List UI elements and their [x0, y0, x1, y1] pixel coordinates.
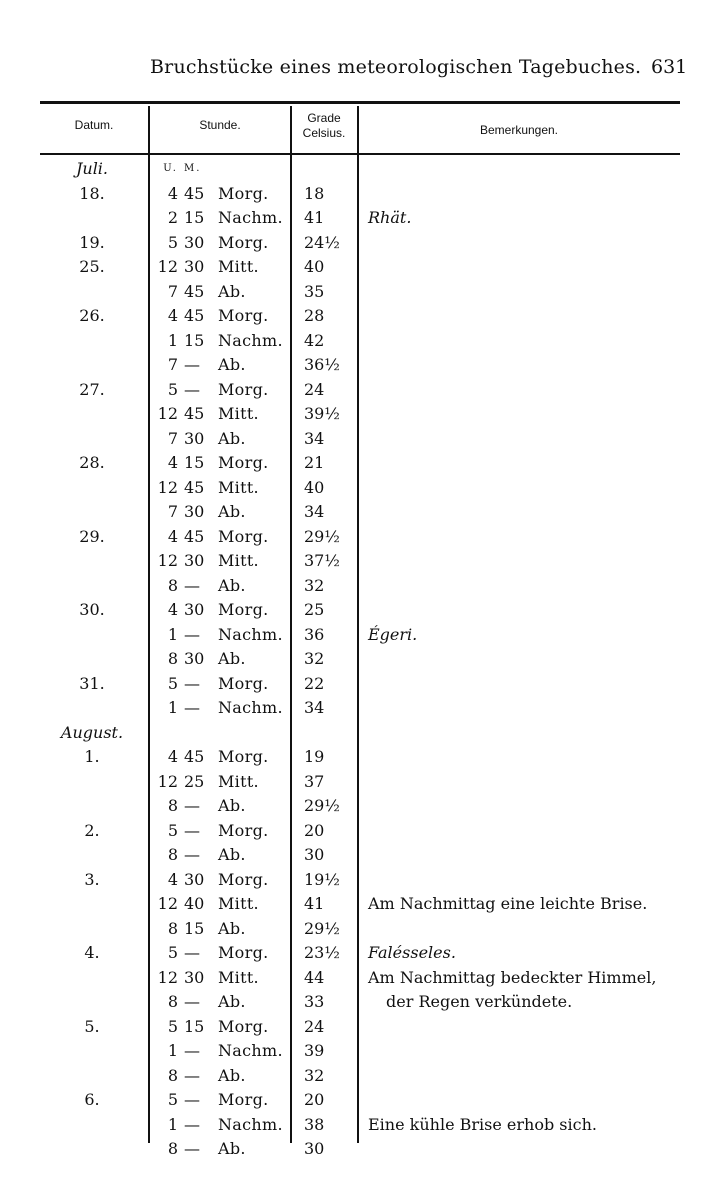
- table-row: [0, 672, 721, 697]
- minute-cell: 30: [184, 232, 205, 252]
- temperature-cell: 20: [304, 1090, 325, 1109]
- table-row: [0, 476, 721, 501]
- temperature-cell: 34: [304, 698, 325, 717]
- period-cell: Ab.: [218, 1065, 246, 1085]
- temperature-cell: 30: [304, 1139, 325, 1158]
- temperature-cell: 28: [304, 306, 325, 325]
- temperature-cell: 29½: [304, 918, 340, 938]
- temperature-cell: 25: [304, 600, 325, 619]
- column-header-degrees-line1: Grade: [307, 111, 341, 125]
- minute-cell: 30: [184, 967, 205, 987]
- minute-cell: —: [184, 845, 200, 864]
- period-cell: Morg.: [218, 232, 269, 252]
- temperature-cell: 36: [304, 624, 325, 644]
- table-row: [0, 574, 721, 599]
- table-row: [0, 794, 721, 819]
- temperature-cell: 21: [304, 453, 325, 472]
- page-header: [0, 52, 721, 82]
- period-cell: Mitt.: [218, 967, 259, 987]
- table-row: [0, 868, 721, 893]
- hour-cell: 4: [167, 183, 178, 203]
- table-row: [0, 647, 721, 672]
- table-row: [0, 1039, 721, 1064]
- hour-cell: 1: [167, 1114, 178, 1134]
- table-row: [0, 1015, 721, 1040]
- period-cell: Morg.: [218, 600, 269, 619]
- temperature-cell: 41: [304, 208, 325, 227]
- period-cell: Ab.: [218, 502, 246, 521]
- hour-cell: 1: [167, 624, 178, 644]
- temperature-cell: 24: [304, 379, 325, 399]
- period-cell: Mitt.: [218, 771, 259, 791]
- period-cell: Mitt.: [218, 894, 259, 913]
- temperature-cell: 23½: [304, 943, 340, 962]
- table-row: [0, 770, 721, 795]
- period-cell: Ab.: [218, 428, 246, 448]
- minute-cell: —: [184, 698, 200, 717]
- minute-cell: 45: [184, 306, 205, 325]
- period-cell: Ab.: [218, 992, 246, 1011]
- temperature-cell: 22: [304, 673, 325, 693]
- minute-cell: 25: [184, 771, 205, 791]
- temperature-cell: 38: [304, 1114, 325, 1134]
- minute-cell: —: [184, 796, 200, 815]
- minute-cell: —: [184, 943, 200, 962]
- hour-cell: 12: [157, 967, 178, 987]
- column-header-degrees: [292, 111, 356, 141]
- table-row: [0, 549, 721, 574]
- table-row: [0, 696, 721, 721]
- temperature-cell: 39½: [304, 404, 340, 423]
- temperature-cell: 40: [304, 477, 325, 497]
- table-row: [0, 353, 721, 378]
- date-cell: 2.: [84, 820, 100, 840]
- table-row: [0, 1064, 721, 1089]
- minute-cell: —: [184, 1114, 200, 1134]
- date-cell: 18.: [79, 183, 105, 203]
- date-cell: 28.: [79, 453, 105, 472]
- hour-cell: 4: [167, 869, 178, 889]
- table-row: [0, 1113, 721, 1138]
- minute-cell: —: [184, 379, 200, 399]
- minute-cell: 30: [184, 502, 205, 521]
- hour-cell: 5: [167, 1016, 178, 1036]
- period-cell: Morg.: [218, 869, 269, 889]
- temperature-cell: 35: [304, 281, 325, 301]
- date-cell: 1.: [84, 747, 100, 766]
- temperature-cell: 40: [304, 257, 325, 276]
- period-cell: Morg.: [218, 183, 269, 203]
- table-row: [0, 1088, 721, 1113]
- period-cell: Ab.: [218, 918, 246, 938]
- table-body: [0, 157, 721, 1162]
- minute-cell: 15: [184, 1016, 205, 1036]
- minute-cell: 45: [184, 404, 205, 423]
- remark-cell: der Regen verkündete.: [386, 992, 573, 1011]
- table-row: [0, 427, 721, 452]
- period-cell: Morg.: [218, 673, 269, 693]
- hour-cell: U.: [163, 163, 178, 174]
- remark-cell: Falésseles.: [368, 943, 456, 962]
- table-row: [0, 500, 721, 525]
- period-cell: Morg.: [218, 943, 269, 962]
- temperature-cell: 37½: [304, 551, 340, 570]
- period-cell: Ab.: [218, 845, 246, 864]
- temperature-cell: 34: [304, 502, 325, 521]
- table-row: [0, 917, 721, 942]
- minute-cell: 45: [184, 183, 205, 203]
- remark-cell: Eine kühle Brise erhob sich.: [368, 1114, 597, 1134]
- column-header-date: Datum.: [74, 118, 114, 132]
- table-row: [0, 402, 721, 427]
- hour-cell: 1: [167, 330, 178, 350]
- table-row: [0, 231, 721, 256]
- table-row: [0, 182, 721, 207]
- period-cell: Morg.: [218, 306, 269, 325]
- hour-cell: 7: [167, 428, 178, 448]
- temperature-cell: 19: [304, 747, 325, 766]
- period-cell: Morg.: [218, 526, 269, 546]
- minute-cell: 30: [184, 551, 205, 570]
- minute-cell: —: [184, 1065, 200, 1085]
- table-row: [0, 329, 721, 354]
- minute-cell: 45: [184, 477, 205, 497]
- temperature-cell: 29½: [304, 796, 340, 815]
- minute-cell: 15: [184, 208, 205, 227]
- hour-cell: 8: [167, 649, 178, 668]
- period-cell: Nachm.: [218, 1114, 283, 1134]
- period-cell: Ab.: [218, 575, 246, 595]
- temperature-cell: 32: [304, 649, 325, 668]
- minute-cell: —: [184, 992, 200, 1011]
- period-cell: Nachm.: [218, 330, 283, 350]
- hour-cell: 8: [167, 575, 178, 595]
- minute-cell: 15: [184, 453, 205, 472]
- date-cell: 31.: [79, 673, 105, 693]
- hour-cell: 4: [167, 747, 178, 766]
- hour-cell: 5: [167, 232, 178, 252]
- date-cell: 26.: [79, 306, 105, 325]
- minute-cell: 15: [184, 330, 205, 350]
- hour-cell: 8: [167, 992, 178, 1011]
- date-cell: 3.: [84, 869, 100, 889]
- period-cell: Ab.: [218, 281, 246, 301]
- date-cell: 27.: [79, 379, 105, 399]
- table-row: [0, 451, 721, 476]
- minute-cell: 45: [184, 526, 205, 546]
- temperature-cell: 32: [304, 1065, 325, 1085]
- column-header-degrees-line2: Celsius.: [302, 126, 346, 140]
- hour-cell: 1: [167, 1041, 178, 1060]
- column-header-time: Stunde.: [199, 118, 241, 132]
- temperature-cell: 20: [304, 820, 325, 840]
- running-title: Bruchstücke eines meteorologischen Tagebuches.: [150, 56, 642, 78]
- hour-cell: 8: [167, 796, 178, 815]
- table-header-rule: [40, 153, 680, 155]
- hour-cell: 12: [157, 477, 178, 497]
- month-label: Juli.: [75, 159, 109, 178]
- temperature-cell: 34: [304, 428, 325, 448]
- table-row: [0, 598, 721, 623]
- minute-cell: M.: [184, 163, 202, 174]
- hour-cell: 4: [167, 526, 178, 546]
- table-row: [0, 990, 721, 1015]
- period-cell: Nachm.: [218, 1041, 283, 1060]
- hour-cell: 12: [157, 771, 178, 791]
- remark-cell: Am Nachmittag eine leichte Brise.: [368, 894, 648, 913]
- minute-cell: 30: [184, 257, 205, 276]
- table-row: [0, 941, 721, 966]
- hour-cell: 8: [167, 918, 178, 938]
- temperature-cell: 30: [304, 845, 325, 864]
- period-cell: Mitt.: [218, 257, 259, 276]
- minute-cell: 30: [184, 600, 205, 619]
- date-cell: 5.: [84, 1016, 100, 1036]
- date-cell: 4.: [84, 943, 100, 962]
- hour-cell: 4: [167, 306, 178, 325]
- table-top-rule: [40, 101, 680, 104]
- period-cell: Mitt.: [218, 404, 259, 423]
- temperature-cell: 24: [304, 1016, 325, 1036]
- minute-cell: 45: [184, 747, 205, 766]
- table-row: [0, 892, 721, 917]
- minute-cell: —: [184, 624, 200, 644]
- remark-cell: Rhät.: [368, 208, 412, 227]
- minute-cell: —: [184, 820, 200, 840]
- hour-cell: 5: [167, 943, 178, 962]
- period-cell: Ab.: [218, 1139, 246, 1158]
- period-cell: Nachm.: [218, 698, 283, 717]
- hour-cell: 7: [167, 502, 178, 521]
- minute-cell: 30: [184, 869, 205, 889]
- column-header-remarks: Bemerkungen.: [479, 123, 559, 137]
- hour-cell: 8: [167, 1065, 178, 1085]
- hour-cell: 5: [167, 379, 178, 399]
- period-cell: Morg.: [218, 453, 269, 472]
- temperature-cell: 44: [304, 967, 325, 987]
- hour-cell: 12: [157, 894, 178, 913]
- hour-cell: 4: [167, 600, 178, 619]
- minute-cell: —: [184, 355, 200, 374]
- minute-cell: —: [184, 1139, 200, 1158]
- minute-cell: 40: [184, 894, 205, 913]
- hour-cell: 7: [167, 355, 178, 374]
- month-label: August.: [60, 722, 124, 742]
- temperature-cell: 24½: [304, 232, 340, 252]
- remark-cell: Égeri.: [368, 624, 418, 644]
- table-row: [0, 843, 721, 868]
- period-cell: Mitt.: [218, 477, 259, 497]
- temperature-cell: 33: [304, 992, 325, 1011]
- period-cell: Morg.: [218, 820, 269, 840]
- date-cell: 29.: [79, 526, 105, 546]
- temperature-cell: 39: [304, 1041, 325, 1060]
- minute-cell: —: [184, 575, 200, 595]
- date-cell: 19.: [79, 232, 105, 252]
- period-cell: Morg.: [218, 1016, 269, 1036]
- period-cell: Ab.: [218, 796, 246, 815]
- minute-cell: —: [184, 1041, 200, 1060]
- minute-cell: —: [184, 673, 200, 693]
- hour-cell: 7: [167, 281, 178, 301]
- hour-cell: 5: [167, 673, 178, 693]
- remark-cell: Am Nachmittag bedeckter Himmel,: [368, 967, 657, 987]
- period-cell: Nachm.: [218, 624, 283, 644]
- temperature-cell: 42: [304, 330, 325, 350]
- date-cell: 30.: [79, 600, 105, 619]
- minute-cell: 30: [184, 649, 205, 668]
- period-cell: Mitt.: [218, 551, 259, 570]
- hour-cell: 5: [167, 1090, 178, 1109]
- date-cell: 25.: [79, 257, 105, 276]
- table-row: [0, 206, 721, 231]
- temperature-cell: 18: [304, 183, 325, 203]
- hour-cell: 1: [167, 698, 178, 717]
- table-row: [0, 721, 721, 746]
- hour-cell: 12: [157, 404, 178, 423]
- table-row: [0, 819, 721, 844]
- page-number: 631: [651, 56, 688, 78]
- hour-cell: 8: [167, 1139, 178, 1158]
- temperature-cell: 37: [304, 771, 325, 791]
- hour-cell: 12: [157, 257, 178, 276]
- hour-cell: 8: [167, 845, 178, 864]
- table-row: [0, 157, 721, 182]
- table-row: [0, 280, 721, 305]
- date-cell: 6.: [84, 1090, 100, 1109]
- temperature-cell: 36½: [304, 355, 340, 374]
- period-cell: Morg.: [218, 747, 269, 766]
- temperature-cell: 19½: [304, 869, 340, 889]
- hour-cell: 12: [157, 551, 178, 570]
- table-row: [0, 525, 721, 550]
- table-row: [0, 255, 721, 280]
- table-row: [0, 378, 721, 403]
- table-row: [0, 1137, 721, 1162]
- hour-cell: 4: [167, 453, 178, 472]
- minute-cell: 15: [184, 918, 205, 938]
- table-row: [0, 623, 721, 648]
- table-row: [0, 304, 721, 329]
- period-cell: Morg.: [218, 1090, 269, 1109]
- temperature-cell: 32: [304, 575, 325, 595]
- minute-cell: 45: [184, 281, 205, 301]
- table-row: [0, 745, 721, 770]
- minute-cell: —: [184, 1090, 200, 1109]
- period-cell: Ab.: [218, 649, 246, 668]
- period-cell: Ab.: [218, 355, 246, 374]
- minute-cell: 30: [184, 428, 205, 448]
- hour-cell: 2: [167, 208, 178, 227]
- period-cell: Nachm.: [218, 208, 283, 227]
- table-row: [0, 966, 721, 991]
- hour-cell: 5: [167, 820, 178, 840]
- temperature-cell: 41: [304, 894, 325, 913]
- period-cell: Morg.: [218, 379, 269, 399]
- temperature-cell: 29½: [304, 526, 340, 546]
